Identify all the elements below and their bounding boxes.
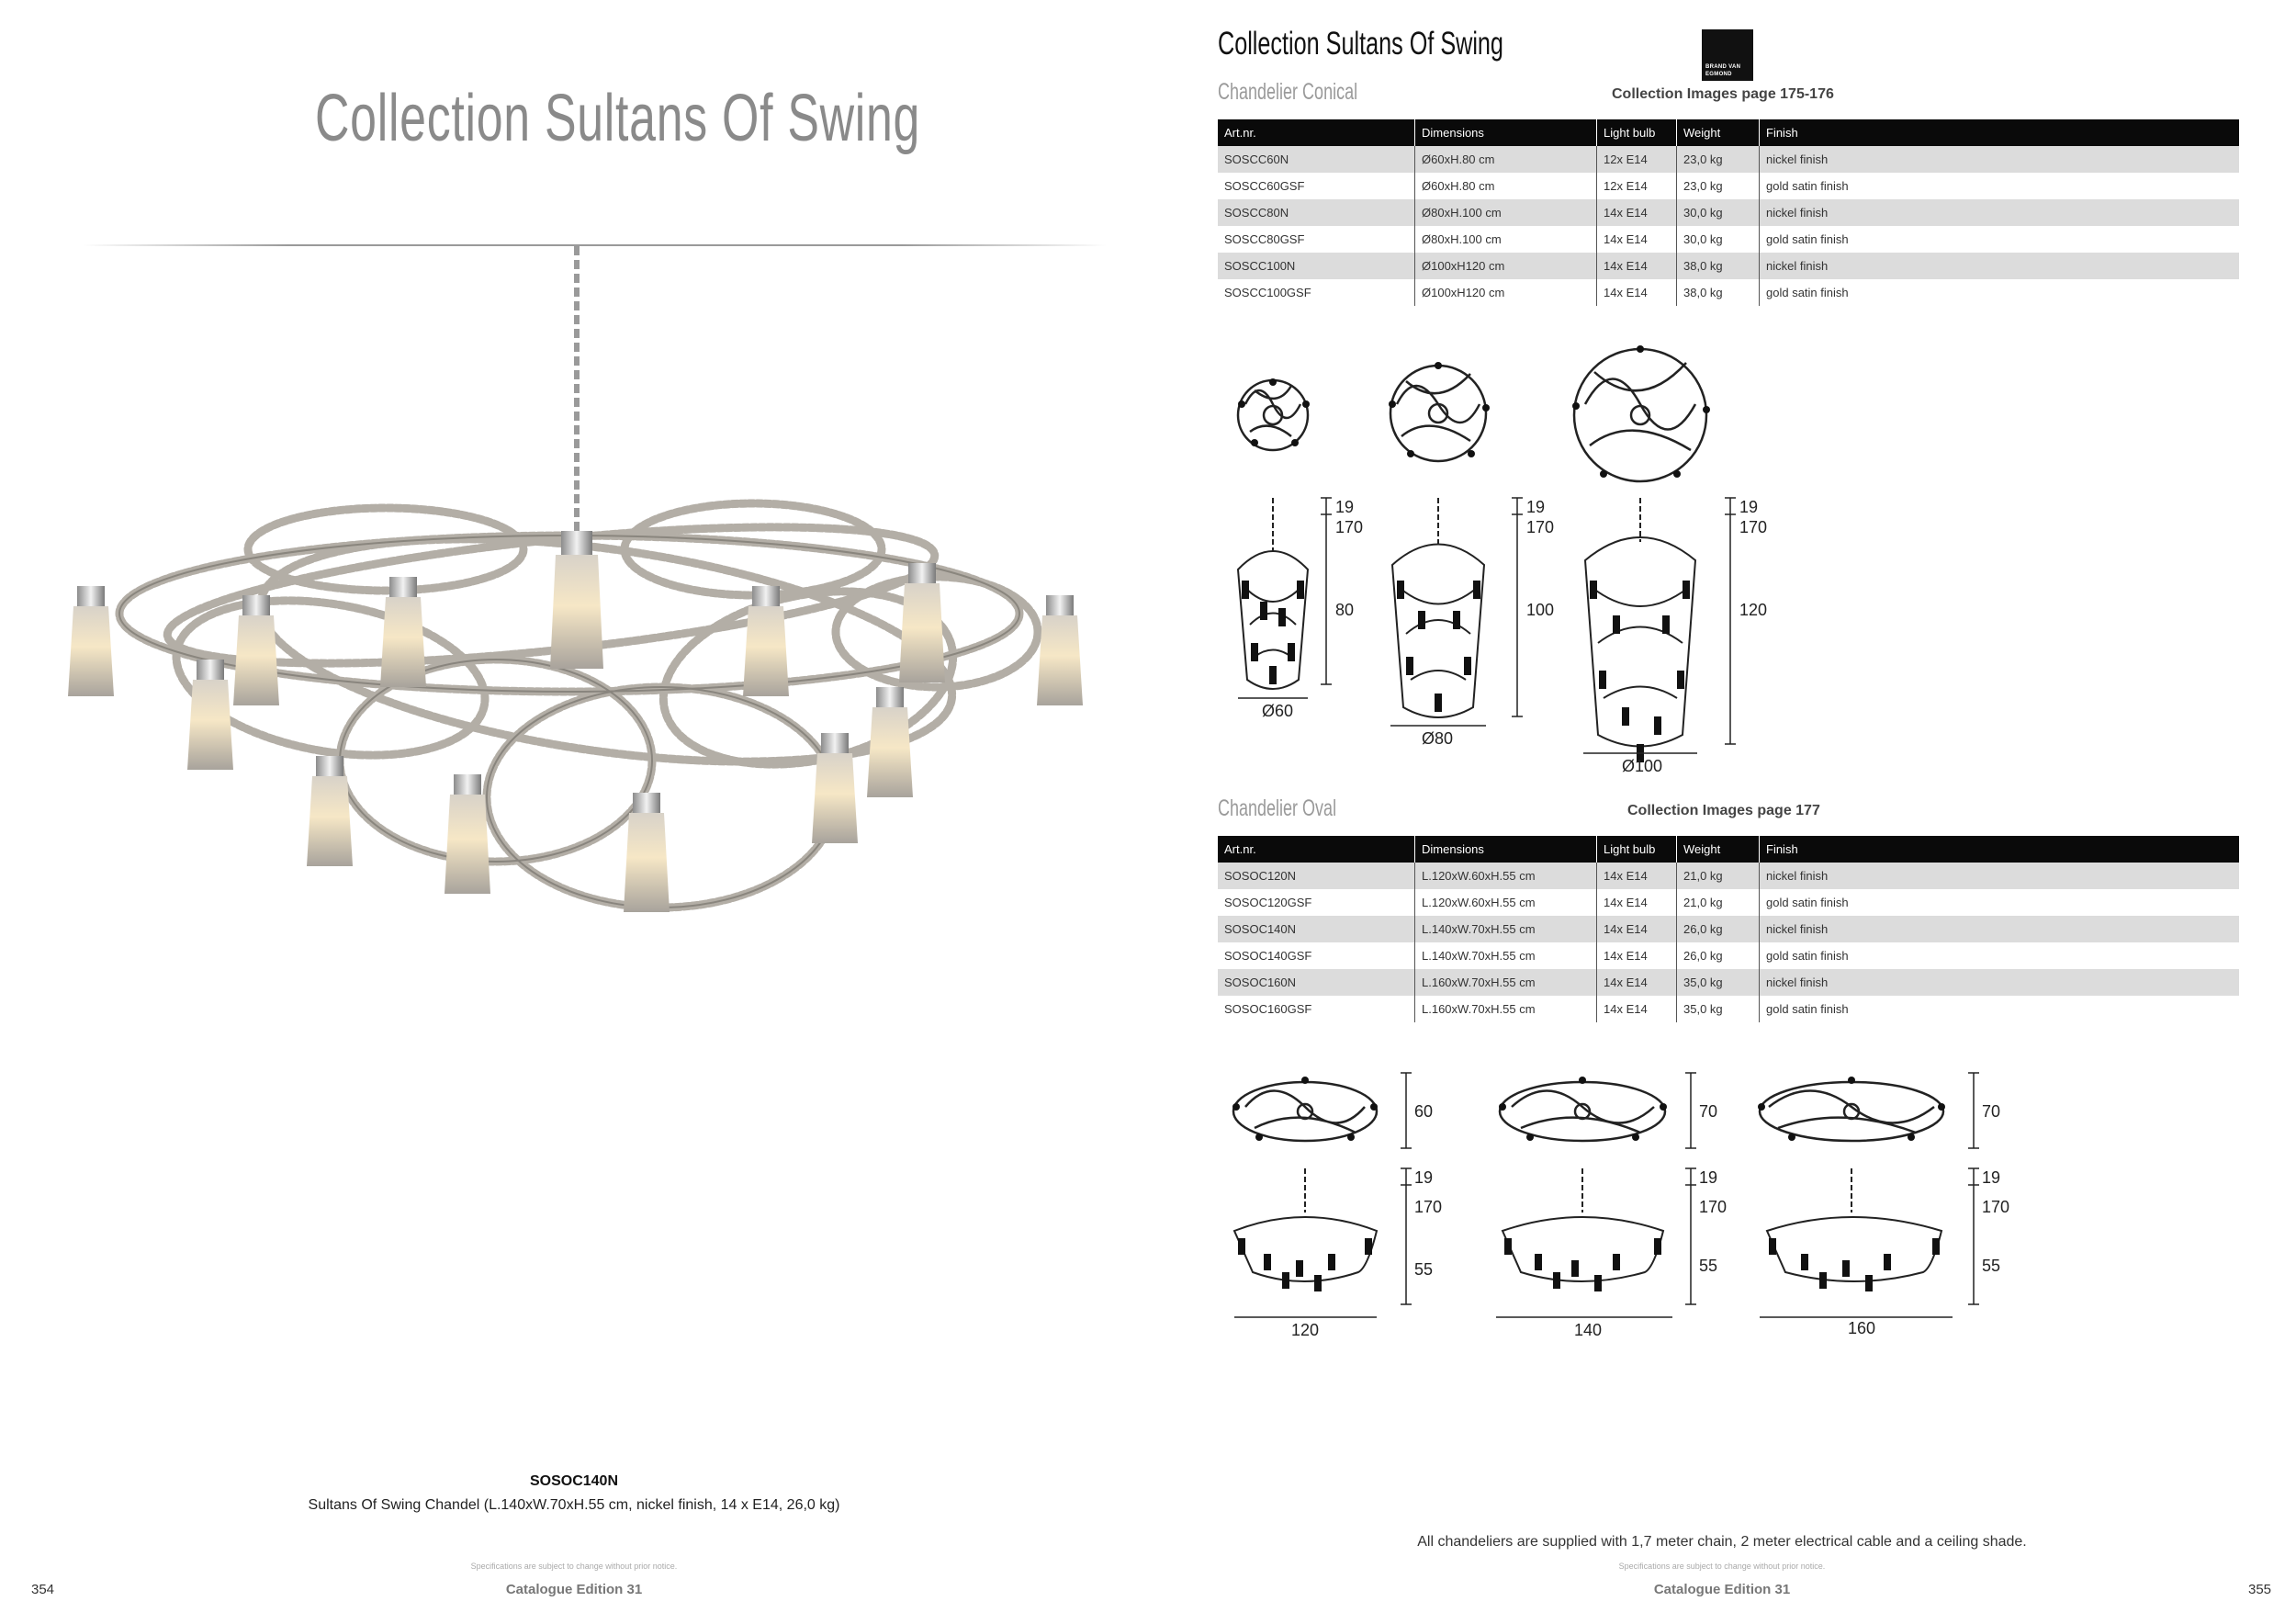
cell-light-bulb: 14x E14: [1597, 279, 1677, 306]
table-row: [1218, 146, 2239, 173]
conical-spec-table: [1218, 119, 2239, 306]
cell-art-nr: SOSCC100N: [1218, 253, 1415, 279]
cell-art-nr: SOSOC140N: [1218, 916, 1415, 942]
cell-light-bulb: 12x E14: [1597, 146, 1677, 173]
header-finish: Finish: [1760, 836, 2240, 863]
header-weight: Weight: [1677, 119, 1760, 146]
cell-art-nr: SOSOC120GSF: [1224, 896, 1312, 909]
cell-weight: 35,0 kg: [1677, 996, 1760, 1022]
conical-60-height-dim: 80: [1335, 601, 1355, 619]
oval-140-depth-dim: 70: [1699, 1102, 1718, 1121]
cell-dimensions: Ø60xH.80 cm: [1415, 146, 1597, 173]
spec-note-right: Specifications are subject to change without prior notice.: [1618, 1562, 1826, 1571]
conical-80-top-dim: 19: [1526, 498, 1546, 516]
oval-140-chain-dim: 170: [1699, 1198, 1728, 1216]
cell-dimensions: Ø80xH.100 cm: [1415, 226, 1597, 253]
table-header-row: [1218, 836, 2239, 863]
cell-weight: 23,0 kg: [1677, 146, 1760, 173]
cell-weight: 23,0 kg: [1677, 173, 1760, 199]
oval-subtitle: Chandelier Oval: [1218, 795, 1337, 821]
cell-light-bulb: 14x E14: [1597, 199, 1677, 226]
conical-100-chain-dim: 170: [1739, 518, 1768, 536]
cell-finish: nickel finish: [1760, 969, 2240, 996]
cell-finish: gold satin finish: [1760, 173, 2240, 199]
header-art-nr: Art.nr.: [1218, 119, 1415, 146]
page-number-left: 354: [31, 1582, 55, 1597]
cell-finish: nickel finish: [1760, 863, 2240, 889]
logo-line-1: BRAND VAN: [1705, 64, 1741, 70]
chandelier-photo: [55, 246, 1120, 981]
conical-60-top-view: [1238, 380, 1308, 450]
oval-160-depth-dim: 70: [1982, 1102, 2001, 1121]
cell-finish: nickel finish: [1760, 253, 2240, 279]
table-row: [1218, 969, 2239, 996]
oval-120-height-dim: 55: [1414, 1260, 1434, 1279]
cell-light-bulb: 14x E14: [1597, 996, 1677, 1022]
conical-80-chain-dim: 170: [1526, 518, 1555, 536]
oval-140-top-dim: 19: [1699, 1168, 1718, 1187]
right-page-title: Collection Sultans Of Swing: [1218, 26, 1503, 62]
oval-160-top-dim: 19: [1982, 1168, 2001, 1187]
header-art-nr: Art.nr.: [1218, 836, 1415, 863]
cell-light-bulb: 12x E14: [1597, 173, 1677, 199]
cell-art-nr: SOSOC160GSF: [1224, 1002, 1312, 1016]
conical-60-chain-dim: 170: [1335, 518, 1364, 536]
cell-dimensions: Ø100xH120 cm: [1415, 253, 1597, 279]
cell-weight: 30,0 kg: [1677, 199, 1760, 226]
table-row: [1218, 199, 2239, 226]
cell-light-bulb: 14x E14: [1597, 942, 1677, 969]
conical-80-top-view: [1390, 366, 1486, 461]
conical-100-top-view: [1574, 349, 1706, 481]
oval-160-chain-dim: 170: [1982, 1198, 2010, 1216]
left-page-title: Collection Sultans Of Swing: [315, 82, 921, 155]
cell-dimensions: Ø100xH120 cm: [1415, 279, 1597, 306]
table-header-row: [1218, 119, 2239, 146]
conical-60-width-dim: Ø60: [1262, 702, 1294, 720]
header-light-bulb: Light bulb: [1597, 836, 1677, 863]
table-row: [1218, 863, 2239, 889]
table-row: [1218, 916, 2239, 942]
cell-weight: 38,0 kg: [1677, 253, 1760, 279]
oval-120-width-dim: 120: [1291, 1321, 1320, 1339]
cell-finish: gold satin finish: [1760, 889, 2240, 916]
oval-120-depth-dim: 60: [1414, 1102, 1434, 1121]
cell-light-bulb: 14x E14: [1597, 253, 1677, 279]
supply-note: All chandeliers are supplied with 1,7 meter chain, 2 meter electrical cable and a ceiling shade.: [1417, 1534, 2027, 1550]
oval-160-width-dim: 160: [1848, 1319, 1876, 1337]
conical-80-width-dim: Ø80: [1422, 729, 1454, 748]
cell-finish: nickel finish: [1760, 916, 2240, 942]
cell-light-bulb: 14x E14: [1597, 863, 1677, 889]
header-weight: Weight: [1677, 836, 1760, 863]
product-code: SOSOC140N: [529, 1473, 619, 1489]
page-number-right: 355: [2248, 1582, 2272, 1597]
oval-120-top-dim: 19: [1414, 1168, 1434, 1187]
conical-collection-link[interactable]: Collection Images page 175-176: [1612, 86, 1834, 102]
conical-technical-drawings: [1218, 340, 1953, 781]
cell-dimensions: Ø60xH.80 cm: [1415, 173, 1597, 199]
conical-100-top-dim: 19: [1739, 498, 1759, 516]
cell-dimensions: L.160xW.70xH.55 cm: [1415, 996, 1597, 1022]
cell-dimensions: L.160xW.70xH.55 cm: [1415, 969, 1597, 996]
conical-60-top-dim: 19: [1335, 498, 1355, 516]
cell-weight: 21,0 kg: [1677, 863, 1760, 889]
cell-art-nr: SOSCC60N: [1218, 146, 1415, 173]
logo-line-2: EGMOND: [1705, 72, 1732, 77]
conical-subtitle: Chandelier Conical: [1218, 79, 1358, 105]
cell-dimensions: L.140xW.70xH.55 cm: [1415, 916, 1597, 942]
cell-dimensions: Ø80xH.100 cm: [1415, 199, 1597, 226]
cell-finish: gold satin finish: [1760, 996, 2240, 1022]
cell-art-nr: SOSCC80N: [1218, 199, 1415, 226]
oval-160-height-dim: 55: [1982, 1257, 2001, 1275]
cell-weight: 26,0 kg: [1677, 916, 1760, 942]
cell-light-bulb: 14x E14: [1597, 889, 1677, 916]
header-dimensions: Dimensions: [1415, 836, 1597, 863]
cell-finish: nickel finish: [1760, 146, 2240, 173]
conical-100-width-dim: Ø100: [1622, 757, 1663, 775]
cell-light-bulb: 14x E14: [1597, 916, 1677, 942]
oval-140-width-dim: 140: [1574, 1321, 1603, 1339]
cell-finish: gold satin finish: [1760, 226, 2240, 253]
cell-art-nr: SOSCC60GSF: [1224, 179, 1305, 193]
cell-art-nr: SOSCC100GSF: [1224, 286, 1311, 299]
cell-finish: gold satin finish: [1760, 942, 2240, 969]
cell-art-nr: SOSOC120N: [1218, 863, 1415, 889]
cell-light-bulb: 14x E14: [1597, 969, 1677, 996]
header-finish: Finish: [1760, 119, 2240, 146]
cell-art-nr: SOSOC160N: [1218, 969, 1415, 996]
table-row: [1218, 996, 2239, 1022]
edition-left: Catalogue Edition 31: [505, 1582, 643, 1597]
conical-80-height-dim: 100: [1526, 601, 1555, 619]
cell-weight: 26,0 kg: [1677, 942, 1760, 969]
oval-140-height-dim: 55: [1699, 1257, 1718, 1275]
header-light-bulb: Light bulb: [1597, 119, 1677, 146]
cell-weight: 38,0 kg: [1677, 279, 1760, 306]
table-row: [1218, 226, 2239, 253]
cell-weight: 35,0 kg: [1677, 969, 1760, 996]
conical-100-height-dim: 120: [1739, 601, 1768, 619]
cell-art-nr: SOSOC140GSF: [1224, 949, 1312, 963]
cell-finish: gold satin finish: [1760, 279, 2240, 306]
edition-right: Catalogue Edition 31: [1653, 1582, 1791, 1597]
cell-light-bulb: 14x E14: [1597, 226, 1677, 253]
product-caption: Sultans Of Swing Chandel (L.140xW.70xH.55 cm, nickel finish, 14 x E14, 26,0 kg): [308, 1497, 840, 1513]
header-dimensions: Dimensions: [1415, 119, 1597, 146]
oval-collection-link[interactable]: Collection Images page 177: [1627, 803, 1820, 818]
cell-art-nr: SOSCC80GSF: [1224, 232, 1305, 246]
table-row: [1218, 173, 2239, 199]
brand-logo: [1702, 29, 1753, 81]
cell-finish: nickel finish: [1760, 199, 2240, 226]
cell-dimensions: L.120xW.60xH.55 cm: [1415, 863, 1597, 889]
table-row: [1218, 253, 2239, 279]
oval-technical-drawings: [1218, 1056, 2044, 1350]
spec-note-left: Specifications are subject to change without prior notice.: [470, 1562, 678, 1571]
cell-dimensions: L.140xW.70xH.55 cm: [1415, 942, 1597, 969]
cell-weight: 21,0 kg: [1677, 889, 1760, 916]
cell-weight: 30,0 kg: [1677, 226, 1760, 253]
table-row: [1218, 889, 2239, 916]
table-row: [1218, 942, 2239, 969]
oval-spec-table: [1218, 836, 2239, 1022]
oval-120-chain-dim: 170: [1414, 1198, 1443, 1216]
table-row: [1218, 279, 2239, 306]
cell-dimensions: L.120xW.60xH.55 cm: [1415, 889, 1597, 916]
